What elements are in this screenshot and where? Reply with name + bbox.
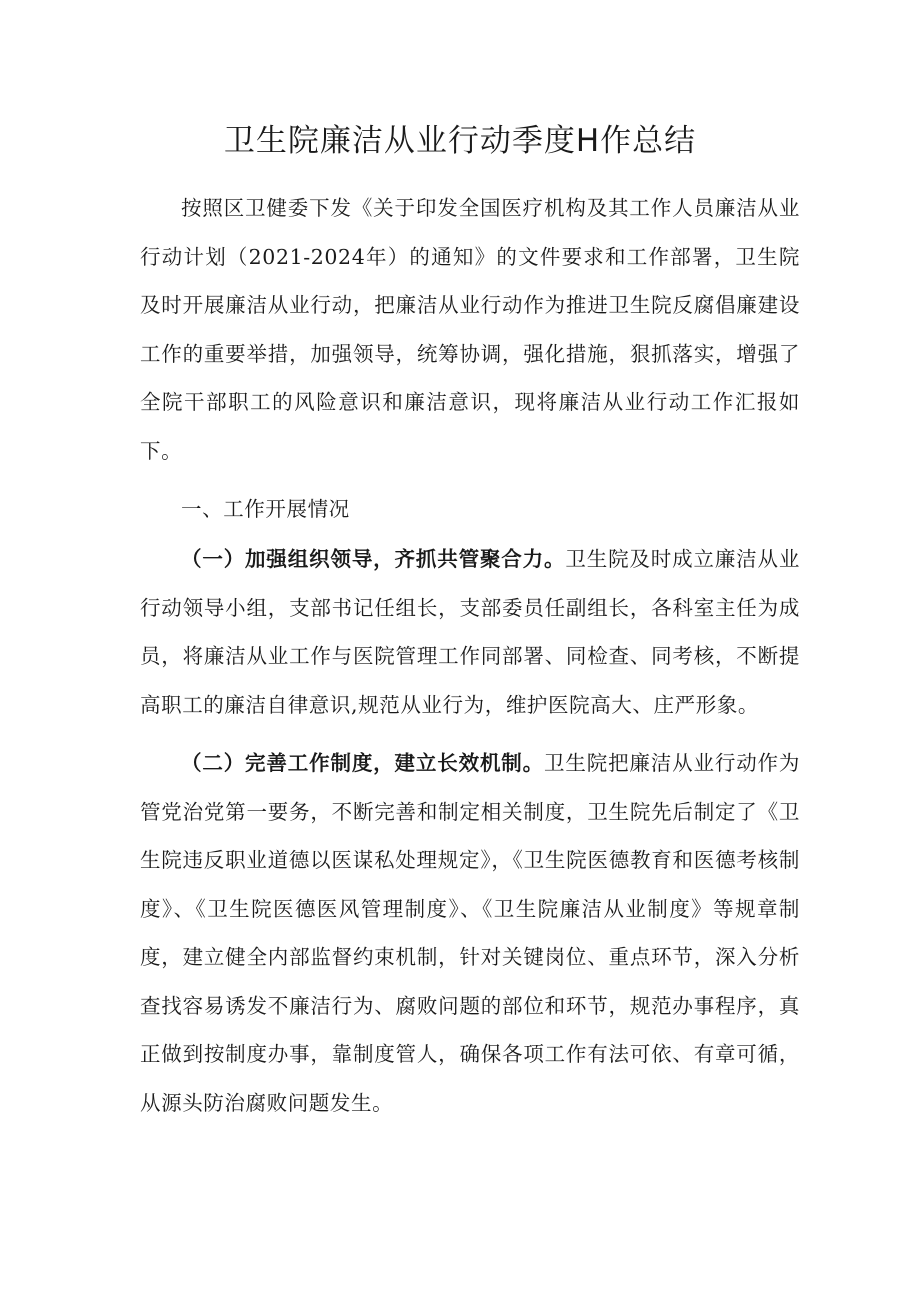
item-2-lead: （二）完善工作制度，建立长效机制。 — [181, 751, 545, 775]
item-1-body: 卫生院及时成立廉洁从业行动领导小组，支部书记任组长，支部委员任副组长，各科室主任为成员，将廉洁从业工作与医院管理工作同部署、同检查、同考核，不断提高职工的廉洁自律意识,规范从业行为，维护医院高大、庄严形象。 — [140, 547, 800, 717]
intro-paragraph: 按照区卫健委下发《关于印发全国医疗机构及其工作人员廉洁从业行动计划（2021-2024年）的通知》的文件要求和工作部署，卫生院及时开展廉洁从业行动，把廉洁从业行动作为推进卫生院反腐倡廉建设工作的重要举措，加强领导，统筹协调，强化措施，狠抓落实，增强了全院干部职工的风险意识和廉洁意识，现将廉洁从业行动工作汇报如下。 — [140, 196, 800, 463]
item-2-paragraph — [140, 739, 800, 1127]
section-heading-1: 一、工作开展情况 — [181, 497, 350, 521]
item-2-body: 卫生院把廉洁从业行动作为管党治党第一要务，不断完善和制定相关制度，卫生院先后制定了《卫生院违反职业道德以医谋私处理规定》，《卫生院医德教育和医德考核制度》、《卫生院医德医风管理制度》、《卫生院廉洁从业制度》等规章制度，建立健全内部监督约束机制，针对关键岗位、重点环节，深入分析查找容易诱发不廉洁行为、腐败问题的部位和环节，规范办事程序，真正做到按制度办事，靠制度管人，确保各项工作有法可依、有章可循，从源头防治腐败问题发生。 — [140, 751, 801, 1115]
document-title: 卫生院廉洁从业行动季度H作总结 — [223, 123, 697, 159]
item-1-lead: （一）加强组织领导，齐抓共管聚合力。 — [181, 547, 566, 571]
item-1-paragraph — [140, 535, 800, 729]
